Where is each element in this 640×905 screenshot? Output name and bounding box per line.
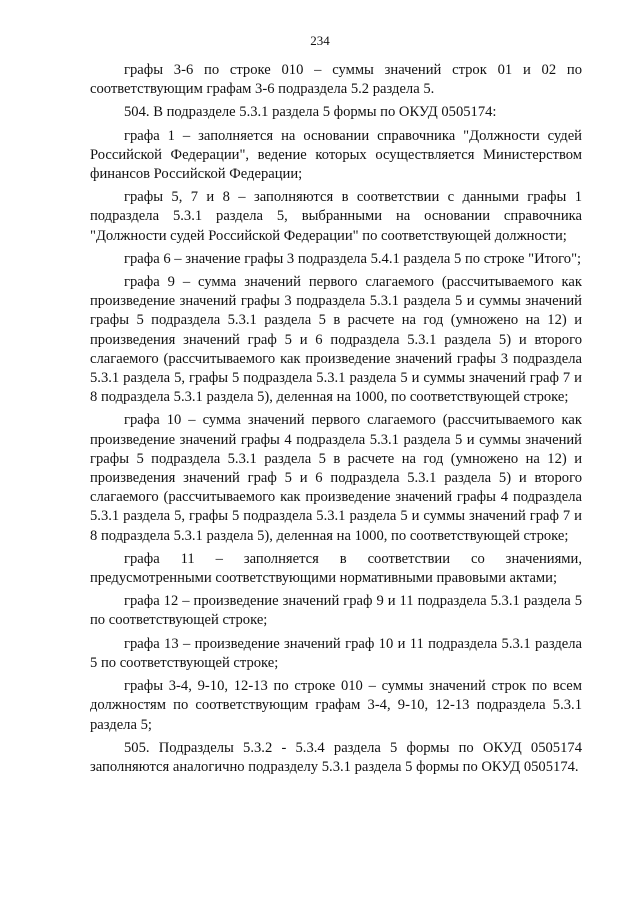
- paragraph-column-9: графа 9 – сумма значений первого слагаемого (рассчитываемого как произведение значений графы 3 подраздела 5.3.1 раздела 5 и суммы значений графы 5 подраздела 5.3.1 раздела 5 в расчете на год (умножено на 12) и произведения значений граф 5 и 6 подраздела 5.3.1 раздела 5) и второго слагаемого (рассчитываемого как произведение значений графы 3 подраздела 5.3.1 раздела 5, графы 5 подраздела 5.3.1 раздела 5 и суммы значений граф 7 и 8 подраздела 5.3.1 раздела 5), деленная на 1000, по соответствующей строке;: [90, 274, 582, 406]
- paragraph-item-504: 504. В подразделе 5.3.1 раздела 5 формы по ОКУД 0505174:: [124, 104, 497, 121]
- paragraph-item-505: 505. Подразделы 5.3.2 - 5.3.4 раздела 5 формы по ОКУД 0505174 заполняются аналогично подразделу 5.3.1 раздела 5 формы по ОКУД 0505174.: [90, 739, 582, 775]
- paragraph-totals-line-010: графы 3-4, 9-10, 12-13 по строке 010 – суммы значений строк по всем должностям по соответствующим графам 3-4, 9-10, 12-13 подраздела 5.3.1 раздела 5;: [90, 678, 582, 733]
- paragraph-column-12: графа 12 – произведение значений граф 9 и 11 подраздела 5.3.1 раздела 5 по соответствующей строке;: [90, 593, 582, 629]
- page-number: 234: [310, 33, 330, 48]
- paragraph-column-13: графа 13 – произведение значений граф 10 и 11 подраздела 5.3.1 раздела 5 по соответствующей строке;: [90, 635, 582, 671]
- paragraph-column-11: графа 11 – заполняется в соответствии со значениями, предусмотренными соответствующими нормативными правовыми актами;: [90, 550, 582, 587]
- paragraph-column-6: графа 6 – значение графы 3 подраздела 5.4.1 раздела 5 по строке "Итого";: [124, 250, 582, 267]
- document-body: [90, 61, 582, 777]
- paragraph-column-1: графа 1 – заполняется на основании справочника "Должности судей Российской Федерации", ведение которых осуществляется Министерством финансов Российской Федерации;: [90, 127, 582, 183]
- paragraph-columns-3-6-line-010: графы 3-6 по строке 010 – суммы значений строк 01 и 02 по соответствующим графам 3-6 подраздела 5.2 раздела 5.: [90, 62, 582, 98]
- paragraph-column-10: графа 10 – сумма значений первого слагаемого (рассчитываемого как произведение значений графы 4 подраздела 5.3.1 раздела 5 и суммы значений графы 5 подраздела 5.3.1 раздела 5 в расчете на год (умножено на 12) и произведения значений граф 5 и 6 подраздела 5.3.1 раздела 5) и второго слагаемого (рассчитываемого как произведение значений графы 4 подраздела 5.3.1 раздела 5, графы 5 подраздела 5.3.1 раздела 5 и суммы значений граф 7 и 8 подраздела 5.3.1 раздела 5), деленная на 1000, по соответствующей строке;: [90, 412, 582, 544]
- paragraph-columns-5-7-8: графы 5, 7 и 8 – заполняются в соответствии с данными графы 1 подраздела 5.3.1 раздела 5, выбранными на основании справочника "Должности судей Российской Федерации" по соответствующей должности;: [90, 189, 582, 244]
